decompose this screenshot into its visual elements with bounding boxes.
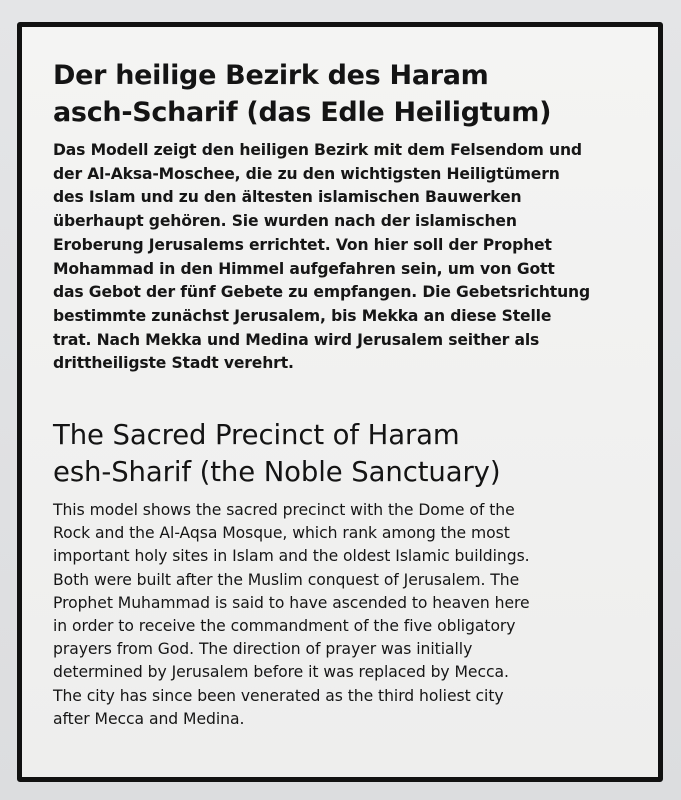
english-title: The Sacred Precinct of Haram esh-Sharif (the Noble Sanctuary) <box>53 419 501 488</box>
german-title: Der heilige Bezirk des Haram asch-Scharif (das Edle Heiligtum) <box>53 60 552 128</box>
german-section <box>53 57 642 376</box>
english-section <box>53 417 642 731</box>
german-body: Das Modell zeigt den heiligen Bezirk mit dem Felsendom und der Al-Aksa-Moschee, die zu den wichtigsten Heiligtümern des Islam und zu den ältesten islamischen Bauwerken überhaupt gehören. Sie wurden nach der islamischen Eroberung Jerusalems errichtet. Von hier soll der Prophet Mohammad in den Himmel aufgefahren sein, um von Gott das Gebot der fünf Gebete zu empfangen. Die Gebetsrichtung bestimmte zunächst Jerusalem, bis Mekka an diese Stelle trat. Nach Mekka und Medina wird Jerusalem seither als drittheiligste Stadt verehrt. <box>53 141 590 373</box>
english-body: This model shows the sacred precinct with the Dome of the Rock and the Al-Aqsa Mosque, which rank among the most important holy sites in Islam and the oldest Islamic buildings. Both were built after the Muslim conquest of Jerusalem. The Prophet Muhammad is said to have ascended to heaven here in order to receive the commandment of the five obligatory prayers from God. The direction of prayer was initially determined by Jerusalem before it was replaced by Mecca. The city has since been venerated as the third holiest city after Mecca and Medina. <box>53 501 530 728</box>
museum-sign <box>17 22 663 782</box>
